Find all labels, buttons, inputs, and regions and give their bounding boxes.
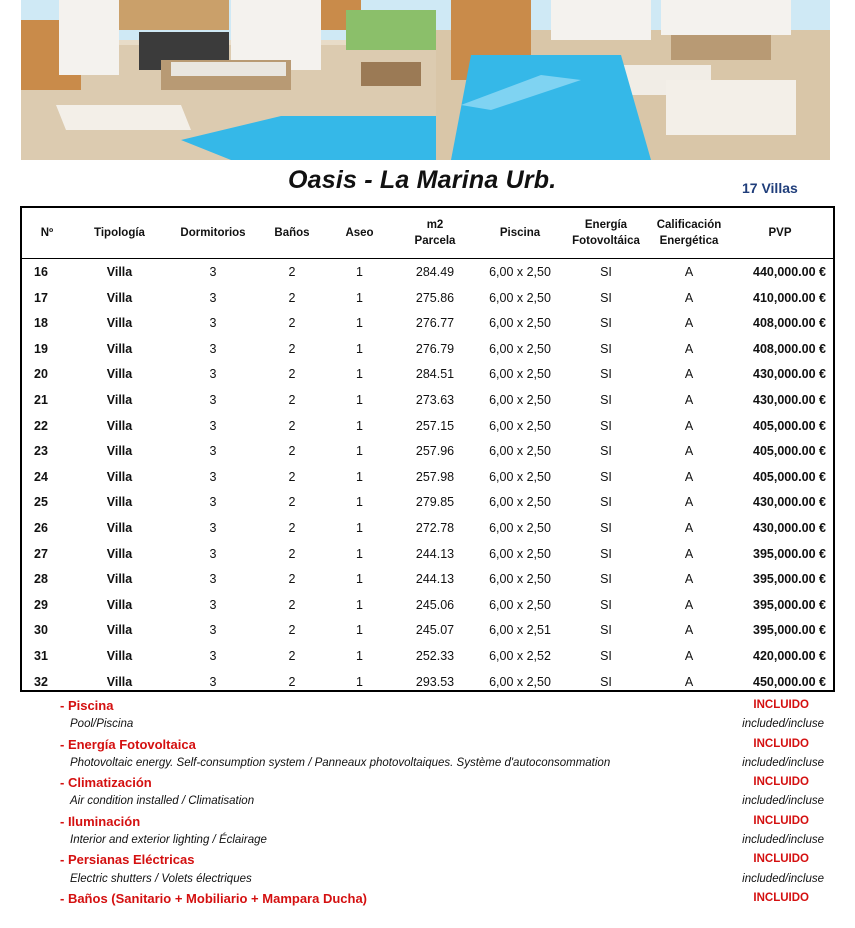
cell-pool: 6,00 x 2,50 [489,367,551,382]
feature-title: - Climatización [60,775,152,791]
cell-energy-rating: A [684,648,694,663]
cell-toilet: 1 [356,290,363,305]
feature-status: INCLUIDO [753,814,809,827]
cell-pool: 6,00 x 2,50 [489,444,551,459]
cell-plot-m2: 257.15 [415,418,455,433]
cell-toilet: 1 [356,265,363,279]
cell-toilet: 1 [356,546,363,561]
feature-title: - Iluminación [60,813,141,829]
features-list [0,696,855,928]
cell-bathrooms: 2 [288,316,296,331]
feature-status: INCLUIDO [753,699,809,711]
cell-plot-m2: 276.77 [415,316,455,331]
cell-price: 405,000.00 € [753,469,826,484]
table-row [22,414,833,440]
cell-type: Villa [106,418,133,433]
cell-number: 32 [34,674,48,689]
feature-detail [0,870,855,889]
col-toilet: Aseo [345,227,374,239]
cell-toilet: 1 [356,572,363,587]
cell-energy-rating: A [684,316,694,331]
cell-bedrooms: 3 [209,495,217,510]
cell-photovoltaic: SI [600,674,612,689]
villa-count: 17 Villas [742,180,798,196]
cell-energy-rating: A [684,265,694,279]
feature-status-sub: included/incluse [742,718,824,731]
cell-photovoltaic: SI [600,341,612,356]
cell-price: 405,000.00 € [753,418,826,433]
feature-status: INCLUIDO [753,853,809,866]
cell-type: Villa [106,392,133,407]
cell-plot-m2: 276.79 [415,341,455,356]
col-pool: Piscina [499,227,541,239]
cell-number: 17 [34,290,48,305]
cell-pool: 6,00 x 2,50 [489,341,551,356]
cell-plot-m2: 293.53 [415,674,455,689]
cell-plot-m2: 245.06 [415,597,455,612]
cell-price: 410,000.00 € [753,290,826,305]
cell-bathrooms: 2 [288,469,296,484]
feature-item [0,735,855,754]
cell-plot-m2: 244.13 [415,572,455,587]
cell-number: 26 [34,520,48,535]
cell-toilet: 1 [356,316,363,331]
feature-subtitle: Photovoltaic energy. Self-consumption system / Panneaux photovoltaiques. Système d'autoconsommation [70,756,611,769]
cell-type: Villa [106,623,133,638]
cell-price: 420,000.00 € [753,648,826,663]
cell-bedrooms: 3 [209,469,217,484]
cell-photovoltaic: SI [600,367,612,382]
cell-price: 430,000.00 € [753,495,826,510]
cell-energy-rating: A [684,597,694,612]
table-row [22,362,833,388]
cell-pool: 6,00 x 2,50 [489,520,551,535]
cell-bedrooms: 3 [209,648,217,663]
cell-number: 31 [34,648,48,663]
cell-bedrooms: 3 [209,546,217,561]
cell-bedrooms: 3 [209,265,217,279]
feature-detail [0,715,855,734]
cell-plot-m2: 245.07 [415,623,455,638]
feature-item [0,696,855,715]
cell-bathrooms: 2 [288,392,296,407]
table-row [22,618,833,644]
cell-energy-rating: A [684,674,694,689]
cell-bathrooms: 2 [288,674,296,689]
cell-bedrooms: 3 [209,367,217,382]
col-price: PVP [768,227,792,239]
table-row [22,260,833,286]
cell-pool: 6,00 x 2,50 [489,265,551,279]
cell-price: 440,000.00 € [753,265,826,279]
cell-photovoltaic: SI [600,316,612,331]
cell-toilet: 1 [356,341,363,356]
cell-number: 24 [34,469,48,484]
table-row [22,542,833,568]
cell-photovoltaic: SI [600,392,612,407]
cell-number: 21 [34,392,48,407]
cell-number: 19 [34,341,48,356]
cell-type: Villa [106,265,133,279]
table-row [22,311,833,337]
feature-status-sub: included/incluse [742,756,824,769]
cell-energy-rating: A [684,623,694,638]
col-plot-m2: m2 Parcela [414,219,456,247]
cell-bathrooms: 2 [288,520,296,535]
feature-detail [0,908,855,927]
table-row [22,286,833,312]
cell-price: 405,000.00 € [753,444,826,459]
cell-pool: 6,00 x 2,50 [489,572,551,587]
cell-bedrooms: 3 [209,290,217,305]
cell-photovoltaic: SI [600,648,612,663]
table-row [22,567,833,593]
cell-energy-rating: A [684,546,694,561]
table-header [22,208,833,259]
cell-photovoltaic: SI [600,469,612,484]
cell-bedrooms: 3 [209,341,217,356]
cell-bedrooms: 3 [209,623,217,638]
cell-energy-rating: A [684,495,694,510]
cell-toilet: 1 [356,597,363,612]
col-bedrooms: Dormitorios [180,227,246,239]
cell-energy-rating: A [684,469,694,484]
feature-item [0,850,855,869]
feature-detail [0,831,855,850]
cell-price: 395,000.00 € [753,623,826,638]
cell-plot-m2: 284.49 [415,265,455,279]
cell-pool: 6,00 x 2,50 [489,290,551,305]
cell-photovoltaic: SI [600,265,612,279]
cell-bathrooms: 2 [288,444,296,459]
table-row [22,337,833,363]
cell-energy-rating: A [684,392,694,407]
cell-pool: 6,00 x 2,50 [489,316,551,331]
cell-pool: 6,00 x 2,50 [489,546,551,561]
cell-bedrooms: 3 [209,572,217,587]
feature-title: - Persianas Eléctricas [60,852,195,868]
cell-bedrooms: 3 [209,444,217,459]
cell-price: 408,000.00 € [753,341,826,356]
cell-type: Villa [106,316,133,331]
cell-plot-m2: 272.78 [415,520,455,535]
cell-number: 20 [34,367,48,382]
cell-price: 430,000.00 € [753,367,826,382]
cell-bedrooms: 3 [209,674,217,689]
cell-number: 23 [34,444,48,459]
cell-photovoltaic: SI [600,597,612,612]
cell-price: 430,000.00 € [753,520,826,535]
feature-title: - Baños (Sanitario + Mobiliario + Mampara Ducha) [60,890,368,906]
cell-toilet: 1 [356,469,363,484]
cell-bathrooms: 2 [288,290,296,305]
cell-energy-rating: A [684,341,694,356]
villa-pool-render [21,0,830,160]
table-row [22,388,833,414]
cell-type: Villa [106,341,133,356]
cell-energy-rating: A [684,444,694,459]
cell-pool: 6,00 x 2,50 [489,495,551,510]
cell-price: 408,000.00 € [753,316,826,331]
cell-pool: 6,00 x 2,50 [489,674,551,689]
cell-number: 25 [34,495,48,510]
cell-number: 18 [34,316,48,331]
cell-photovoltaic: SI [600,520,612,535]
table-row [22,593,833,619]
cell-toilet: 1 [356,495,363,510]
cell-pool: 6,00 x 2,50 [489,418,551,433]
cell-bathrooms: 2 [288,265,296,279]
cell-toilet: 1 [356,520,363,535]
cell-photovoltaic: SI [600,546,612,561]
col-number: Nº [40,227,54,239]
col-type: Tipología [94,227,145,239]
cell-photovoltaic: SI [600,444,612,459]
feature-status: INCLUIDO [753,737,809,750]
feature-title: - Energía Fotovoltaica [60,736,196,752]
feature-status: INCLUIDO [753,891,809,904]
cell-type: Villa [106,572,133,587]
cell-type: Villa [106,495,133,510]
table-row [22,516,833,542]
cell-type: Villa [106,520,133,535]
cell-type: Villa [106,597,133,612]
cell-bathrooms: 2 [288,495,296,510]
cell-bedrooms: 3 [209,418,217,433]
cell-bedrooms: 3 [209,597,217,612]
cell-type: Villa [106,444,133,459]
cell-energy-rating: A [684,418,694,433]
villas-table [20,206,835,692]
cell-bedrooms: 3 [209,520,217,535]
cell-energy-rating: A [684,367,694,382]
cell-photovoltaic: SI [600,623,612,638]
feature-title: - Piscina [60,698,114,713]
feature-item [0,812,855,831]
cell-plot-m2: 257.98 [415,469,455,484]
cell-type: Villa [106,367,133,382]
feature-detail [0,754,855,773]
cell-toilet: 1 [356,367,363,382]
cell-plot-m2: 252.33 [415,648,455,663]
cell-energy-rating: A [684,572,694,587]
table-row [22,465,833,491]
cell-plot-m2: 257.96 [415,444,455,459]
feature-status: INCLUIDO [753,776,809,789]
feature-subtitle: Electric shutters / Volets électriques [70,872,252,885]
cell-photovoltaic: SI [600,495,612,510]
feature-subtitle: Pool/Piscina [70,718,134,731]
cell-toilet: 1 [356,392,363,407]
cell-price: 430,000.00 € [753,392,826,407]
cell-plot-m2: 273.63 [415,392,455,407]
cell-pool: 6,00 x 2,50 [489,469,551,484]
cell-toilet: 1 [356,623,363,638]
feature-subtitle: Interior and exterior lighting / Éclairage [70,834,267,847]
cell-price: 450,000.00 € [753,674,826,689]
cell-toilet: 1 [356,648,363,663]
cell-type: Villa [106,546,133,561]
cell-bedrooms: 3 [209,316,217,331]
cell-price: 395,000.00 € [753,597,826,612]
cell-photovoltaic: SI [600,418,612,433]
cell-pool: 6,00 x 2,52 [489,648,551,663]
cell-pool: 6,00 x 2,50 [489,597,551,612]
cell-number: 27 [34,546,48,561]
cell-energy-rating: A [684,520,694,535]
cell-bathrooms: 2 [288,597,296,612]
cell-photovoltaic: SI [600,290,612,305]
cell-bathrooms: 2 [288,341,296,356]
cell-type: Villa [106,648,133,663]
cell-number: 30 [34,623,48,638]
feature-status-sub: included/incluse [742,834,824,847]
cell-toilet: 1 [356,444,363,459]
feature-status-sub: included/incluse [742,872,824,885]
feature-subtitle: Air condition installed / Climatisation [70,795,255,808]
table-row [22,439,833,465]
cell-bedrooms: 3 [209,392,217,407]
cell-plot-m2: 279.85 [415,495,455,510]
cell-pool: 6,00 x 2,51 [489,623,551,638]
cell-number: 29 [34,597,48,612]
cell-toilet: 1 [356,674,363,689]
cell-plot-m2: 275.86 [415,290,455,305]
page-title: Oasis - La Marina Urb. [288,166,557,194]
cell-bathrooms: 2 [288,648,296,663]
feature-item [0,889,855,908]
cell-number: 28 [34,572,48,587]
cell-pool: 6,00 x 2,50 [489,392,551,407]
cell-bathrooms: 2 [288,418,296,433]
cell-type: Villa [106,674,133,689]
cell-number: 16 [34,265,48,279]
cell-bathrooms: 2 [288,572,296,587]
cell-bathrooms: 2 [288,367,296,382]
cell-photovoltaic: SI [600,572,612,587]
cell-bathrooms: 2 [288,546,296,561]
cell-plot-m2: 284.51 [415,367,455,382]
feature-status-sub: included/incluse [742,795,824,808]
cell-plot-m2: 244.13 [415,546,455,561]
table-row [22,644,833,670]
cell-type: Villa [106,469,133,484]
cell-bathrooms: 2 [288,623,296,638]
col-bathrooms: Baños [274,227,310,239]
cell-price: 395,000.00 € [753,546,826,561]
cell-number: 22 [34,418,48,433]
col-photovoltaic: Energía Fotovoltáica [572,219,640,247]
table-body [22,260,833,695]
hero-image [21,0,830,160]
cell-type: Villa [106,290,133,305]
col-energy-rating: Calificación Energética [656,219,722,247]
table-row [22,490,833,516]
cell-price: 395,000.00 € [753,572,826,587]
table-row [22,670,833,696]
feature-item [0,773,855,792]
feature-detail [0,792,855,811]
cell-energy-rating: A [684,290,694,305]
cell-toilet: 1 [356,418,363,433]
